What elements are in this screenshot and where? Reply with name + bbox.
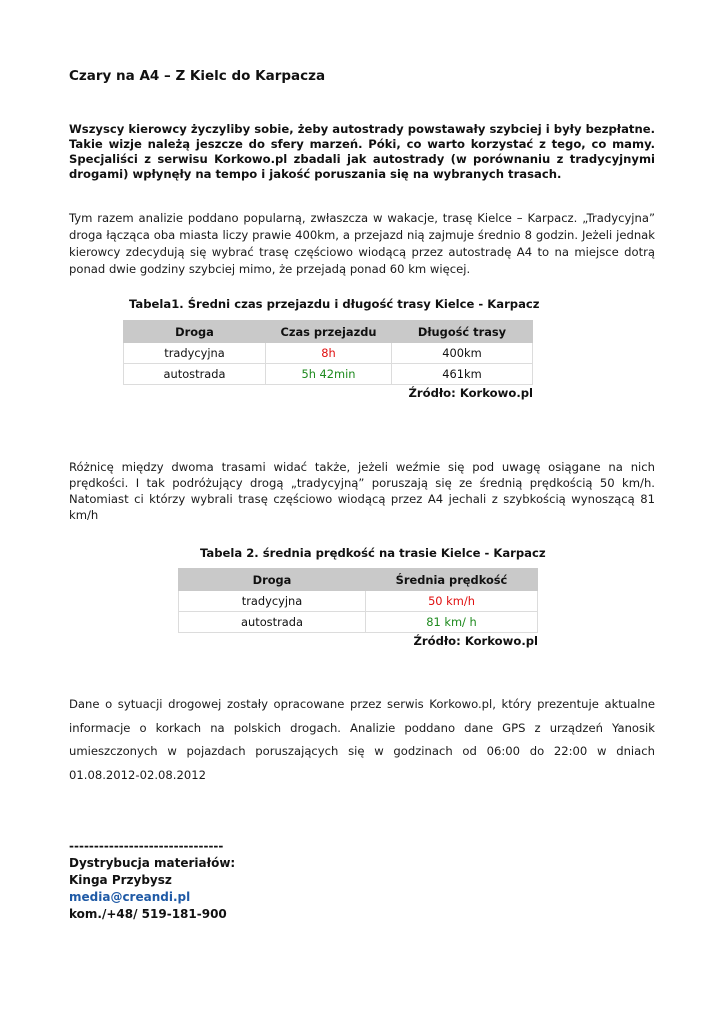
body-paragraph-1: Tym razem analizie poddano popularną, zwłaszcza w wakacje, trasę Kielce – Karpacz. „Tradycyjna” droga łącząca oba miasta liczy prawie 400km, a przejazd nią zajmuje średnio 8 godzin. Jeżeli jednak kierowcy zdecydują się wybrać trasę częściowo wiodącą przez autostradę A4 to na miejsce dotrą ponad dwie godziny szybciej mimo, że przejadą ponad 60 km więcej. <box>69 211 655 276</box>
body-paragraph-3: Dane o sytuacji drogowej zostały opracowane przez serwis Korkowo.pl, który prezentuje aktualne informacje o korkach na polskich drogach. Analizie poddano dane GPS z urządzeń Yanosik umieszczonych w pojazdach poruszających się w godzinach od 06:00 do 22:00 w dniach 01.08.2012-02.08.2012 <box>69 697 655 782</box>
table-cell: autostrada <box>124 364 266 385</box>
table-cell: 8h <box>266 343 392 364</box>
contact-email-link[interactable]: media@creandi.pl <box>69 890 191 904</box>
table-row <box>179 591 538 612</box>
table-cell: tradycyjna <box>124 343 266 364</box>
column-header-length: Długość trasy <box>392 321 533 343</box>
table1-source: Źródło: Korkowo.pl <box>408 386 533 400</box>
table-cell: 81 km/ h <box>366 612 538 633</box>
table1-caption: Tabela1. Średni czas przejazdu i długość trasy Kielce - Karpacz <box>129 297 540 311</box>
table-cell: 50 km/h <box>366 591 538 612</box>
contact-footer <box>69 838 235 923</box>
column-header-time: Czas przejazdu <box>266 321 392 343</box>
table-cell: 461km <box>392 364 533 385</box>
table-row <box>179 612 538 633</box>
column-header-road: Droga <box>179 569 366 591</box>
lead-paragraph: Wszyscy kierowcy życzyliby sobie, żeby autostrady powstawały szybciej i były bezpłatne. Takie wizje należą jeszcze do sfery marzeń. Póki, co warto korzystać z tego, co mamy. Specjaliści z serwisu Korkowo.pl zbadali jak autostrady (w porównaniu z tradycyjnymi drogami) wpłynęły na tempo i jakość poruszania się na wybranych trasach. <box>69 122 655 181</box>
column-header-road: Droga <box>124 321 266 343</box>
table-header-row <box>124 321 533 343</box>
table-cell: 400km <box>392 343 533 364</box>
table-cell: 5h 42min <box>266 364 392 385</box>
column-header-speed: Średnia prędkość <box>366 569 538 591</box>
table2-source: Źródło: Korkowo.pl <box>413 634 538 648</box>
table-header-row <box>179 569 538 591</box>
document-title: Czary na A4 – Z Kielc do Karpacza <box>69 68 326 84</box>
table-cell: tradycyjna <box>179 591 366 612</box>
table-row <box>124 343 533 364</box>
footer-divider: ------------------------------- <box>69 839 224 853</box>
table-cell: autostrada <box>179 612 366 633</box>
table-row <box>124 364 533 385</box>
travel-time-table <box>123 320 533 385</box>
average-speed-table <box>178 568 538 633</box>
contact-name: Kinga Przybysz <box>69 873 172 887</box>
body-paragraph-2: Różnicę między dwoma trasami widać także, jeżeli weźmie się pod uwagę osiągane na nich prędkości. I tak podróżujący drogą „tradycyjną” poruszają się ze średnią prędkością 50 km/h. Natomiast ci którzy wybrali trasę częściowo wiodącą przez A4 jechali z szybkością wynoszącą 81 km/h <box>69 460 655 522</box>
table2-caption: Tabela 2. średnia prędkość na trasie Kielce - Karpacz <box>200 546 546 560</box>
contact-phone: kom./+48/ 519-181-900 <box>69 907 227 921</box>
distribution-label: Dystrybucja materiałów: <box>69 856 236 870</box>
